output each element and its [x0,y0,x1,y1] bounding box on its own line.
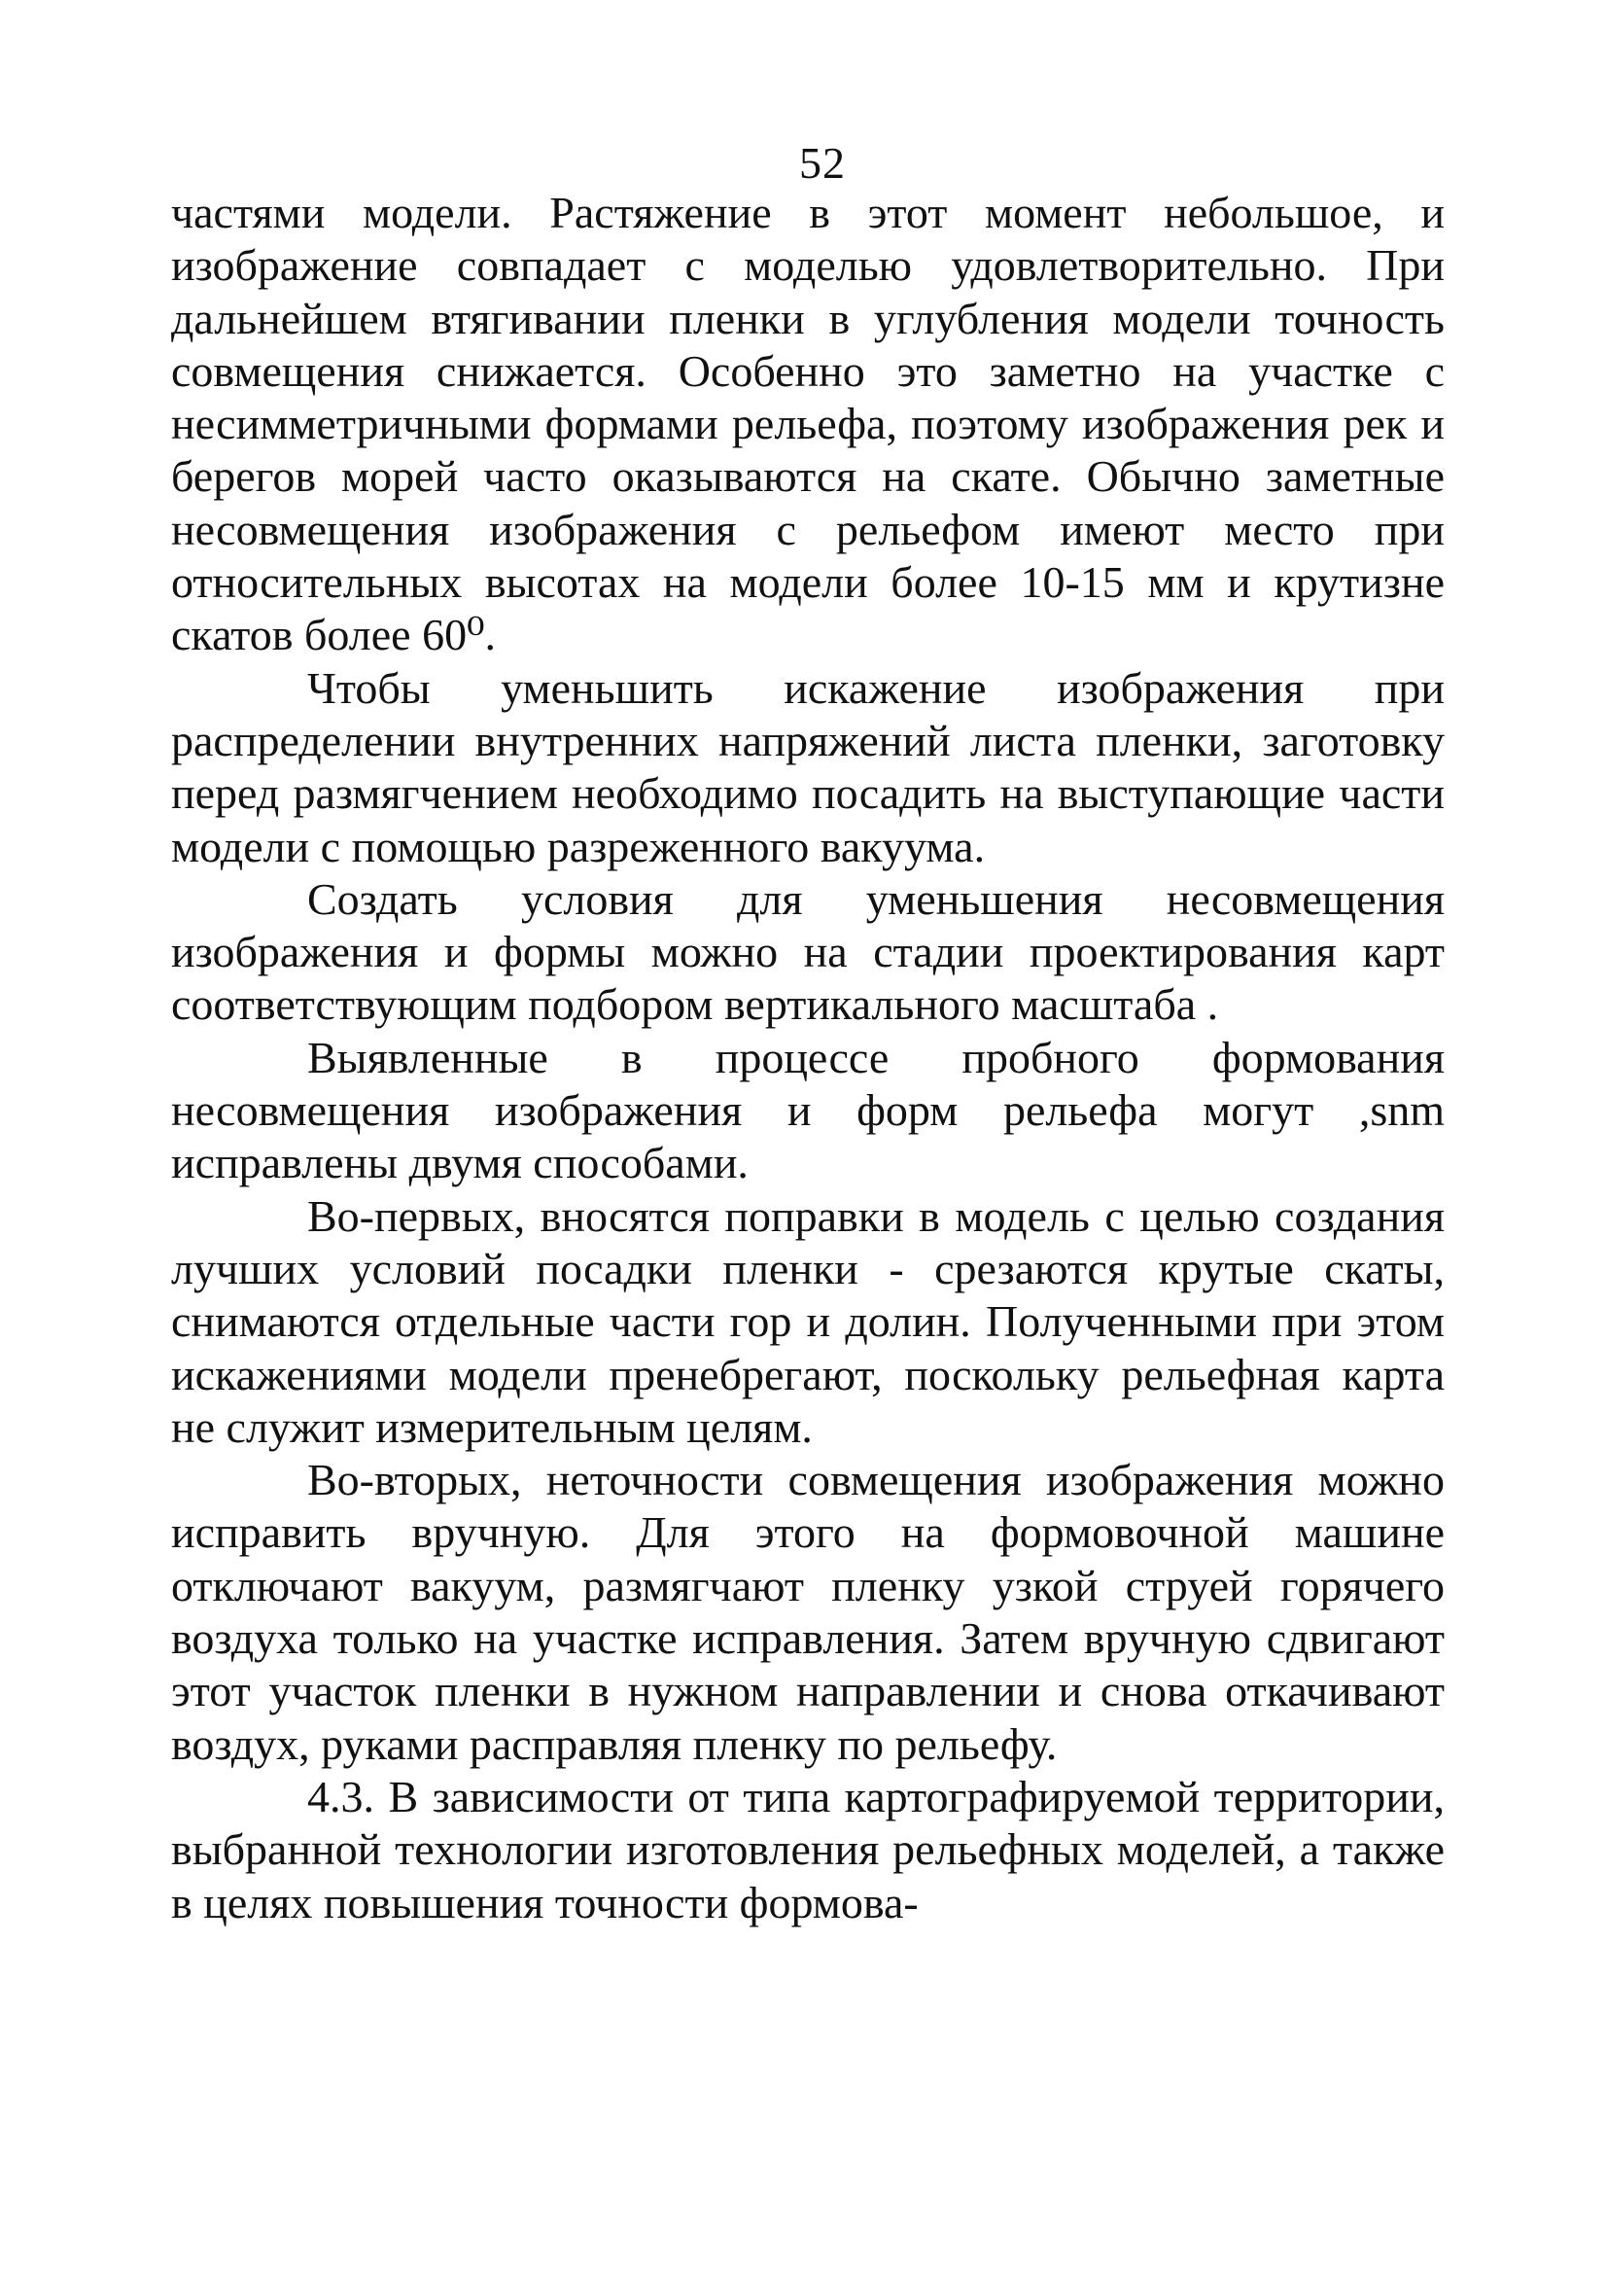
paragraph-design-conditions: Создать условия для уменьшения несовмещения изображения и формы можно на стадии проектирования карт соответствующим подбором вертикального масштаба . [171,873,1445,1030]
paragraph-correction-methods: Выявленные в процессе пробного формования несовмещения изображения и форм рельефа могут ,snm исправлены двумя способами. [171,1032,1445,1188]
paragraph-section-4-3: 4.3. В зависимости от типа картографируемой территории, выбранной технологии изготовления рельефных моделей, а также в целях повышения точности формова- [171,1771,1445,1927]
paragraph-second-method: Во-вторых, неточности совмещения изображения можно исправить вручную. Для этого на формовочной машине отключают вакуум, размягчают пленку узкой струей горячего воздуха только на участке исправления. Затем вручную сдвигают этот участок пленки в нужном направлении и снова откачивают воздух, руками расправляя пленку по рельефу. [171,1455,1445,1769]
document-page [171,136,1445,1929]
paragraph-first-method: Во-первых, вносятся поправки в модель с целью создания лучших условий посадки пленки - срезаются крутые скаты, снимаются отдельные части гор и долин. Полученными при этом искажениями модели пренебрегают, поскольку рельефная карта не служит измерительным целям. [171,1190,1445,1452]
paragraph-film-distortion: Чтобы уменьшить искажение изображения при распределении внутренних напряжений листа пленки, заготовку перед размягчением необходимо посадить на выступающие части модели с помощью разреженного вакуума. [171,662,1445,871]
paragraph-continuation: частями модели. Растяжение в этот момент небольшое, и изображение совпадает с моделью удовлетворительно. При дальнейшем втягивании пленки в углубления модели точность совмещения снижается. Особенно это заметно на участке с несимметричными формами рельефа, поэтому изображения рек и берегов морей часто оказываются на скате. Обычно заметные несовмещения изображения с рельефом имеют место при относительных высотах на модели более 10-15 мм и крутизне скатов более 60⁰. [171,188,1445,660]
page-number: 52 [799,138,846,188]
